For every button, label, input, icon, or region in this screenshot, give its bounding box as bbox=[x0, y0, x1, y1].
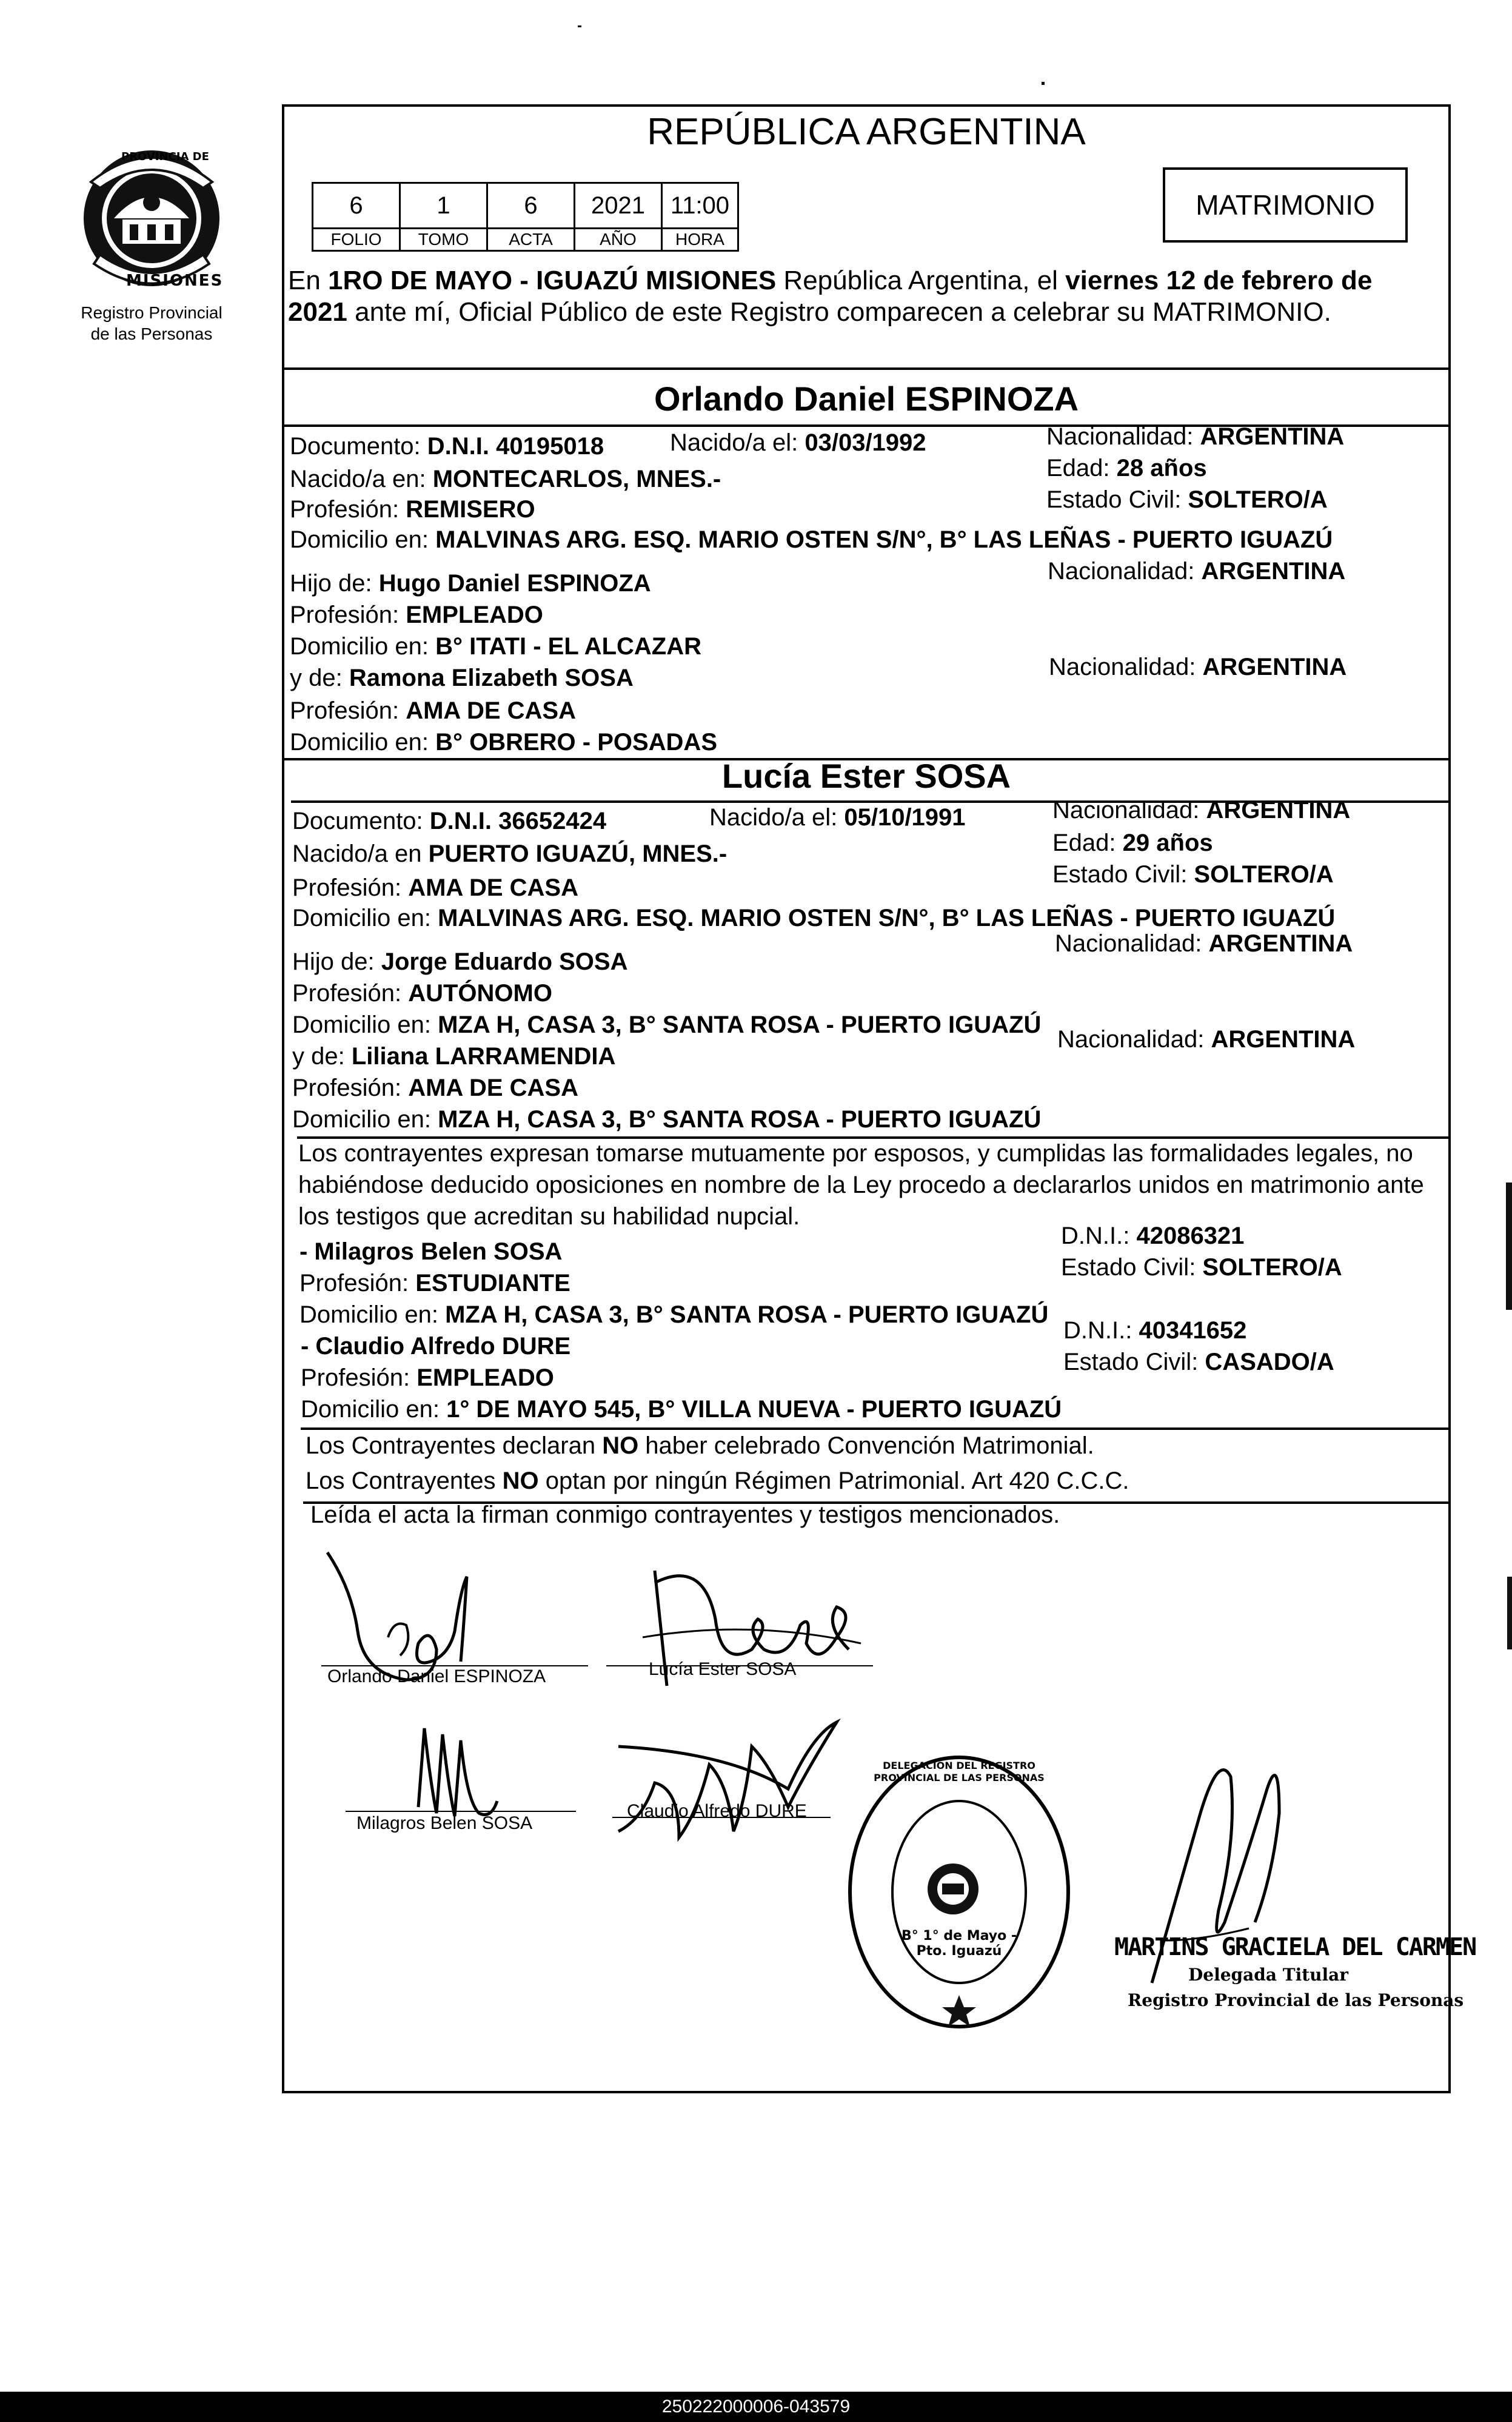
witness-2-dni bbox=[1063, 1316, 1246, 1345]
ref-cell-acta bbox=[488, 184, 575, 250]
bride-mother-nat-value: ARGENTINA bbox=[1211, 1026, 1356, 1053]
stamp-ring-text: DELEGACION DEL REGISTRO PROVINCIAL DE LAS PERSONAS bbox=[874, 1760, 1045, 1783]
intro-text: En bbox=[288, 266, 329, 295]
witness-1-dni bbox=[1061, 1221, 1244, 1250]
bride-father-name: Jorge Eduardo SOSA bbox=[381, 948, 628, 975]
label: Domicilio en: bbox=[290, 633, 436, 660]
bride-mother-address bbox=[292, 1105, 1041, 1134]
intro-line-2 bbox=[288, 297, 1331, 327]
label: Profesión: bbox=[290, 697, 406, 724]
signature-witness2-name: Claudio Alfredo DURE bbox=[627, 1801, 807, 1821]
divider bbox=[301, 1427, 1451, 1430]
bride-civil-status bbox=[1052, 860, 1334, 889]
ref-anio-value: 2021 bbox=[575, 184, 661, 229]
label: Nacionalidad: bbox=[1057, 1026, 1211, 1053]
logo-top-text: PROVINCIA DE bbox=[121, 150, 209, 163]
groom-father-addr-value: B° ITATI - EL ALCAZAR bbox=[435, 633, 701, 660]
scan-mark bbox=[578, 25, 581, 27]
witness-1-civil-value: SOLTERO/A bbox=[1202, 1254, 1342, 1281]
label: Domicilio en: bbox=[292, 1011, 438, 1038]
label: Nacionalidad: bbox=[1046, 423, 1200, 450]
groom-profession bbox=[290, 495, 535, 524]
regime-text: haber celebrado Convención Matrimonial. bbox=[638, 1432, 1094, 1459]
label: y de: bbox=[290, 665, 349, 691]
ref-cell-hora bbox=[663, 184, 737, 250]
ref-anio-label: AÑO bbox=[600, 230, 637, 249]
declaration-line-2: habiéndose deducido oposiciones en nombre de la Ley procedo a declararlos unidos en matrimonio ante bbox=[298, 1172, 1424, 1198]
bride-age bbox=[1052, 828, 1213, 857]
stamp-inner-text: B° 1° de Mayo - Pto. Iguazú bbox=[901, 1928, 1017, 1959]
label: Edad: bbox=[1052, 830, 1123, 856]
label: Profesión: bbox=[292, 1075, 409, 1101]
signature-witness2-graphic bbox=[606, 1710, 861, 1868]
groom-father-profession bbox=[290, 600, 543, 629]
bride-profession-value: AMA DE CASA bbox=[408, 874, 578, 901]
label: Profesión: bbox=[290, 602, 406, 628]
groom-birthplace-value: MONTECARLOS, MNES.- bbox=[432, 466, 721, 492]
bride-mother bbox=[292, 1042, 615, 1071]
label: Hijo de: bbox=[290, 570, 379, 597]
bride-dni: D.N.I. 36652424 bbox=[429, 808, 607, 834]
label: Domicilio en: bbox=[299, 1301, 446, 1328]
ref-cell-anio bbox=[575, 184, 663, 250]
label: Profesión: bbox=[292, 980, 409, 1007]
bride-address bbox=[292, 904, 1335, 933]
scan-edge-mark bbox=[1507, 1577, 1512, 1649]
label: Domicilio en: bbox=[292, 905, 438, 931]
bride-father-addr-value: MZA H, CASA 3, B° SANTA ROSA - PUERTO IGUAZÚ bbox=[438, 1011, 1042, 1038]
groom-birthdate bbox=[670, 428, 926, 457]
witness-1-name: - Milagros Belen SOSA bbox=[299, 1238, 563, 1265]
witness-2-civil-value: CASADO/A bbox=[1205, 1349, 1334, 1375]
bride-civil-value: SOLTERO/A bbox=[1194, 861, 1334, 888]
groom-mother bbox=[290, 663, 634, 693]
regime-no: NO bbox=[502, 1468, 539, 1494]
bride-mother-addr-value: MZA H, CASA 3, B° SANTA ROSA - PUERTO IGUAZÚ bbox=[438, 1106, 1042, 1133]
label: Domicilio en: bbox=[292, 1106, 438, 1133]
label: Estado Civil: bbox=[1061, 1254, 1203, 1281]
groom-civil-value: SOLTERO/A bbox=[1188, 486, 1328, 513]
groom-age-value: 28 años bbox=[1116, 455, 1207, 481]
registry-logo bbox=[79, 139, 224, 297]
bride-profession bbox=[292, 873, 578, 902]
bride-father bbox=[292, 947, 628, 976]
reference-table bbox=[312, 182, 739, 252]
intro-place: 1RO DE MAYO - IGUAZÚ MISIONES bbox=[328, 266, 777, 295]
label: Profesión: bbox=[299, 1270, 416, 1297]
label: Profesión: bbox=[292, 874, 409, 901]
label: Documento: bbox=[292, 808, 430, 834]
ref-hora-label: HORA bbox=[675, 230, 724, 249]
intro-text: ante mí, Oficial Público de este Registro comparecen a celebrar su MATRIMONIO. bbox=[347, 297, 1331, 327]
witness-2-dni-value: 40341652 bbox=[1139, 1317, 1247, 1344]
regime-no: NO bbox=[602, 1432, 639, 1459]
label: D.N.I.: bbox=[1061, 1223, 1137, 1249]
ref-cell-folio bbox=[313, 184, 401, 250]
declaration-line-1: Los contrayentes expresan tomarse mutuamente por esposos, y cumplidas las formalidades legales, no bbox=[298, 1140, 1413, 1167]
bride-father-profession bbox=[292, 979, 552, 1008]
label: Domicilio en: bbox=[301, 1396, 447, 1423]
registry-stamp-icon bbox=[844, 1753, 1074, 2031]
ref-folio-value: 6 bbox=[313, 184, 399, 229]
divider bbox=[282, 367, 1451, 370]
ref-tomo-value: 1 bbox=[401, 184, 486, 229]
groom-address bbox=[290, 525, 1333, 554]
witness-1-address bbox=[299, 1300, 1048, 1329]
signature-groom-name: Orlando Daniel ESPINOZA bbox=[327, 1666, 546, 1686]
label: Nacionalidad: bbox=[1048, 558, 1202, 585]
groom-mother-nat-value: ARGENTINA bbox=[1202, 654, 1347, 680]
official-name: MARTINS GRACIELA DEL CARMEN bbox=[1114, 1933, 1476, 1961]
bride-mother-nationality bbox=[1057, 1025, 1355, 1054]
ref-hora-value: 11:00 bbox=[663, 184, 737, 229]
intro-year: 2021 bbox=[288, 297, 347, 327]
groom-mother-name: Ramona Elizabeth SOSA bbox=[349, 665, 634, 691]
label: Nacido/a en: bbox=[290, 466, 433, 492]
scan-edge-mark bbox=[1506, 1182, 1512, 1310]
label: Profesión: bbox=[301, 1364, 417, 1391]
groom-dni: D.N.I. 40195018 bbox=[427, 433, 604, 460]
groom-address-value: MALVINAS ARG. ESQ. MARIO OSTEN S/N°, B° LAS LEÑAS - PUERTO IGUAZÚ bbox=[435, 526, 1333, 553]
logo-bottom-text: MISIONES bbox=[126, 272, 224, 290]
groom-document bbox=[290, 432, 604, 461]
signature-bride-graphic bbox=[631, 1546, 873, 1704]
groom-mother-addr-value: B° OBRERO - POSADAS bbox=[435, 729, 717, 756]
bride-father-prof-value: AUTÓNOMO bbox=[408, 980, 552, 1007]
groom-civil-status bbox=[1046, 485, 1328, 514]
witness-2-address bbox=[301, 1395, 1062, 1424]
witness-2-civil-status bbox=[1063, 1347, 1334, 1377]
groom-age bbox=[1046, 454, 1207, 483]
bride-father-address bbox=[292, 1010, 1041, 1039]
intro-line-1 bbox=[288, 266, 1372, 296]
country-title: REPÚBLICA ARGENTINA bbox=[647, 111, 1086, 153]
ref-tomo-label: TOMO bbox=[418, 230, 469, 249]
regime-line-2 bbox=[306, 1466, 1129, 1495]
act-type-box bbox=[1163, 167, 1408, 243]
intro-date: viernes 12 de febrero de bbox=[1065, 266, 1373, 295]
ref-folio-label: FOLIO bbox=[330, 230, 382, 249]
witness-1-profession bbox=[299, 1269, 570, 1298]
groom-nationality bbox=[1046, 422, 1344, 451]
bride-mother-name: Liliana LARRAMENDIA bbox=[351, 1043, 616, 1070]
groom-profession-value: REMISERO bbox=[406, 496, 535, 523]
label: Profesión: bbox=[290, 496, 406, 523]
official-stamp bbox=[844, 1753, 1074, 2031]
groom-name: Orlando Daniel ESPINOZA bbox=[654, 380, 1079, 418]
bride-name: Lucía Ester SOSA bbox=[721, 757, 1011, 795]
groom-mother-prof-value: AMA DE CASA bbox=[406, 697, 576, 724]
intro-text: República Argentina, el bbox=[776, 266, 1066, 295]
ref-acta-label: ACTA bbox=[509, 230, 553, 249]
bride-nationality bbox=[1052, 796, 1350, 825]
label: y de: bbox=[292, 1043, 352, 1070]
official-office: Registro Provincial de las Personas bbox=[1128, 1990, 1464, 2010]
bride-document bbox=[292, 807, 606, 836]
bride-birthdate bbox=[709, 803, 966, 832]
signature-line bbox=[346, 1811, 576, 1812]
label: Edad: bbox=[1046, 455, 1117, 481]
groom-father-prof-value: EMPLEADO bbox=[406, 602, 543, 628]
bride-birthdate-value: 05/10/1991 bbox=[844, 804, 966, 831]
label: Domicilio en: bbox=[290, 526, 436, 553]
closing-text: Leída el acta la firman conmigo contrayentes y testigos mencionados. bbox=[310, 1501, 1060, 1528]
label: Domicilio en: bbox=[290, 729, 436, 756]
label: Nacido/a el: bbox=[670, 429, 805, 456]
bride-mother-profession bbox=[292, 1073, 578, 1102]
scan-mark bbox=[1042, 82, 1045, 85]
label: Estado Civil: bbox=[1046, 486, 1188, 513]
bride-father-nationality bbox=[1055, 929, 1353, 958]
groom-birthdate-value: 03/03/1992 bbox=[805, 429, 926, 456]
regime-text: optan por ningún Régimen Patrimonial. Art 420 C.C.C. bbox=[538, 1468, 1129, 1494]
regime-line-1 bbox=[306, 1431, 1094, 1460]
label: Nacionalidad: bbox=[1052, 797, 1206, 824]
witness-2-addr-value: 1° DE MAYO 545, B° VILLA NUEVA - PUERTO IGUAZÚ bbox=[446, 1396, 1062, 1423]
witness-1-addr-value: MZA H, CASA 3, B° SANTA ROSA - PUERTO IGUAZÚ bbox=[445, 1301, 1049, 1328]
groom-father-nationality bbox=[1048, 557, 1345, 586]
witness-1-civil-status bbox=[1061, 1253, 1342, 1282]
groom-mother-profession bbox=[290, 696, 576, 725]
act-type: MATRIMONIO bbox=[1196, 189, 1375, 221]
regime-text: Los Contrayentes bbox=[306, 1468, 503, 1494]
label: Nacionalidad: bbox=[1055, 930, 1209, 957]
logo-caption-line1: Registro Provincial bbox=[81, 303, 222, 322]
bride-birthplace bbox=[292, 839, 727, 868]
bride-age-value: 29 años bbox=[1122, 830, 1213, 856]
groom-father bbox=[290, 569, 651, 598]
groom-father-address bbox=[290, 632, 701, 661]
label: Nacido/a en bbox=[292, 840, 429, 867]
label: Nacido/a el: bbox=[709, 804, 845, 831]
witness-1-prof-value: ESTUDIANTE bbox=[415, 1270, 570, 1297]
bride-father-nat-value: ARGENTINA bbox=[1208, 930, 1353, 957]
groom-nationality-value: ARGENTINA bbox=[1200, 423, 1345, 450]
witness-2-profession bbox=[301, 1363, 554, 1392]
regime-text: Los Contrayentes declaran bbox=[306, 1432, 603, 1459]
logo-caption-line2: de las Personas bbox=[90, 324, 213, 343]
declaration-line-3: los testigos que acreditan su habilidad nupcial. bbox=[298, 1203, 800, 1230]
document-barcode: 250222000006-043579 bbox=[0, 2392, 1512, 2422]
ref-acta-value: 6 bbox=[488, 184, 574, 229]
groom-father-name: Hugo Daniel ESPINOZA bbox=[378, 570, 651, 597]
bride-mother-prof-value: AMA DE CASA bbox=[408, 1075, 578, 1101]
official-title: Delegada Titular bbox=[1188, 1965, 1349, 1985]
label: Estado Civil: bbox=[1063, 1349, 1205, 1375]
ref-cell-tomo bbox=[401, 184, 488, 250]
witness-2-prof-value: EMPLEADO bbox=[416, 1364, 554, 1391]
groom-mother-nationality bbox=[1049, 652, 1346, 682]
label: D.N.I.: bbox=[1063, 1317, 1139, 1344]
label: Estado Civil: bbox=[1052, 861, 1194, 888]
witness-1-dni-value: 42086321 bbox=[1136, 1223, 1245, 1249]
groom-mother-address bbox=[290, 728, 717, 757]
bride-nationality-value: ARGENTINA bbox=[1206, 797, 1351, 824]
bride-address-value: MALVINAS ARG. ESQ. MARIO OSTEN S/N°, B° LAS LEÑAS - PUERTO IGUAZÚ bbox=[438, 905, 1336, 931]
bride-birthplace-value: PUERTO IGUAZÚ, MNES.- bbox=[428, 840, 728, 867]
groom-birthplace bbox=[290, 465, 721, 494]
signature-witness1-name: Milagros Belen SOSA bbox=[356, 1813, 533, 1833]
groom-father-nat-value: ARGENTINA bbox=[1201, 558, 1346, 585]
witness-2-name: - Claudio Alfredo DURE bbox=[301, 1333, 571, 1360]
signature-bride-name: Lucía Ester SOSA bbox=[649, 1659, 797, 1679]
label: Documento: bbox=[290, 433, 427, 460]
label: Hijo de: bbox=[292, 948, 381, 975]
label: Nacionalidad: bbox=[1049, 654, 1203, 680]
